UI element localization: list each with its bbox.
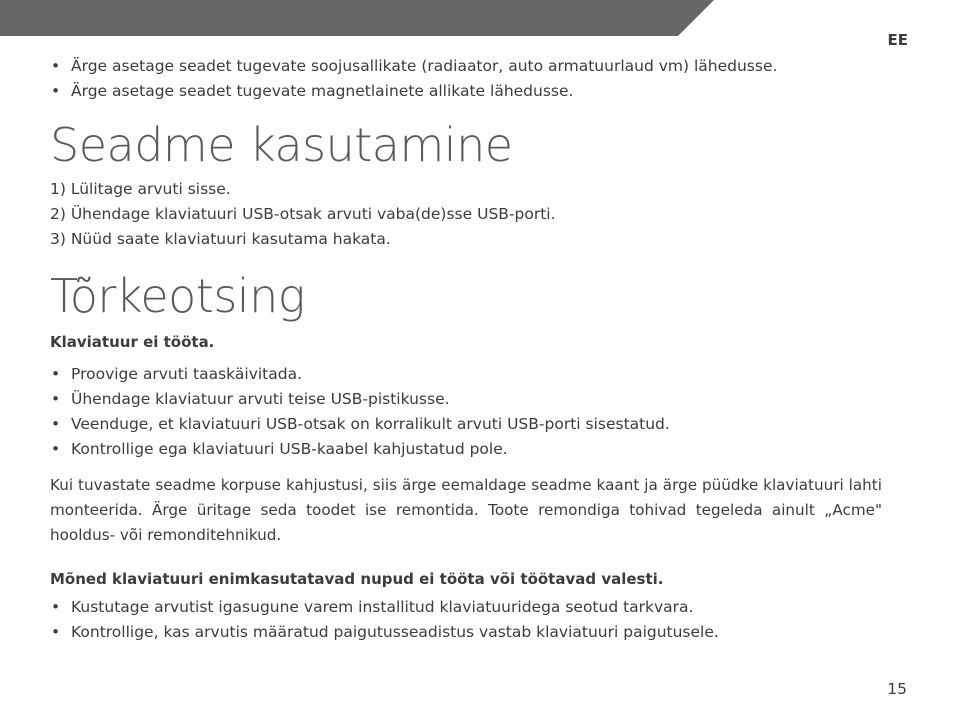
header-band — [0, 0, 954, 36]
list-item: • Kontrollige ega klaviatuuri USB-kaabel kahjustatud pole. — [50, 437, 882, 462]
list-item: • Ärge asetage seadet tugevate magnetlainete allikate lähedusse. — [50, 79, 882, 104]
usage-steps-list — [50, 177, 882, 252]
problem-solution-list — [50, 362, 882, 462]
list-item: • Veenduge, et klaviatuuri USB-otsak on korralikult arvuti USB-porti sisestatud. — [50, 412, 882, 437]
troubleshooting-section-title: Tõrkeotsing — [50, 269, 305, 323]
list-item: 3) Nüüd saate klaviatuuri kasutama hakata. — [50, 230, 391, 248]
list-item: • Proovige arvuti taaskäivitada. — [50, 362, 882, 387]
list-item: 1) Lülitage arvuti sisse. — [50, 180, 231, 198]
usage-section-title: Seadme kasutamine — [50, 118, 513, 172]
repair-warning-paragraph: Kui tuvastate seadme korpuse kahjustusi, siis ärge eemaldage seadme kaant ja ärge püüdke klaviatuuri lahti monteerida. Ärge üritage seda toodet ise remontida. Toote remondiga tohivad tegeleda ainult „Acme" hooldus- või remonditehnikud. — [50, 476, 882, 544]
page-number: 15 — [887, 680, 907, 698]
list-item: • Ärge asetage seadet tugevate soojusallikate (radiaator, auto armatuurlaud vm) lähedusse. — [50, 54, 882, 79]
problem-heading: Klaviatuur ei tööta. — [50, 333, 215, 351]
list-item: 2) Ühendage klaviatuuri USB-otsak arvuti vaba(de)sse USB-porti. — [50, 205, 556, 223]
list-item: • Kustutage arvutist igasugune varem installitud klaviatuuridega seotud tarkvara. — [50, 595, 882, 620]
list-item: • Ühendage klaviatuur arvuti teise USB-pistikusse. — [50, 387, 882, 412]
intro-bullet-list — [50, 54, 882, 104]
problem-solution-list — [50, 595, 882, 645]
language-code: EE — [887, 31, 908, 49]
problem-heading: Mõned klaviatuuri enimkasutatavad nupud ei tööta või töötavad valesti. — [50, 570, 664, 588]
page-content — [50, 54, 882, 645]
list-item: • Kontrollige, kas arvutis määratud paigutusseadistus vastab klaviatuuri paigutusele. — [50, 620, 882, 645]
